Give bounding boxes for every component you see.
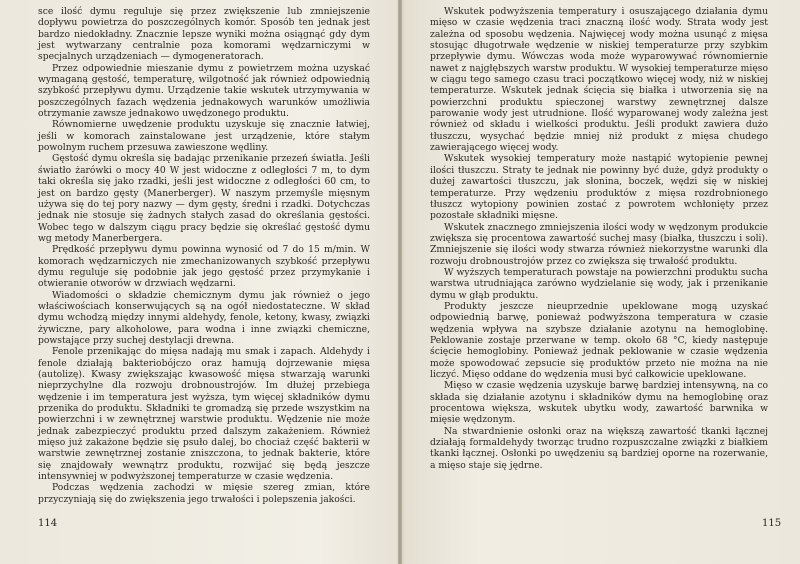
- paragraph: Podczas wędzenia zachodzi w mięsie szereg zmian, które przyczyniają się do zwiększenia jego trwałości i polepszenia jakości.: [38, 482, 370, 505]
- paragraph: Wskutek podwyższenia temperatury i osuszającego działania dymu mięso w czasie wędzenia traci znaczną ilość wody. Strata wody jest zależna od sposobu wędzenia. Najwięcej wody można usunąć z mięsa stosując długotrwałe wędzenie w niskiej temperaturze przy szybkim przepływie dymu. Wówczas woda może wyparowywać równomiernie nawet z najgłębszych warstw produktu. W wysokiej temperaturze mięso w ciągu tego samego czasu traci początkowo więcej wody, niż w niskiej temperaturze. Wskutek jednak ścięcia się białka i utworzenia się na powierzchni produktu spieczonej warstwy zewnętrznej dalsze parowanie wody jest utrudnione. Ilość wyparowanej wody zależna jest również od składu i wielkości produktu. Jeśli produkt zawiera dużo tłuszczu, wysychać będzie mniej niż produkt z mięsa chudego zawierającego więcej wody.: [430, 6, 768, 154]
- paragraph: Fenole przenikając do mięsa nadają mu smak i zapach. Aldehydy i fenole działają bakteriobójczo oraz hamują dojrzewanie mięsa (autolizę). Kwasy zwiększając kwasowość mięsa stwarzają warunki nieprzychylne dla rozwoju drobnoustrojów. Im dłużej przebiega wędzenie i im temperatura jest wyższa, tym więcej składników dymu przenika do produktu. Składniki te gromadzą się przede wszystkim na powierzchni i w zewnętrznej warstwie produktu. Wędzenie nie może jednak zabezpieczyć produktu przed dalszym zakażeniem. Również mięso już zakażone będzie się psuło dalej, bo chociaż część bakterii w warstwie zewnętrznej zostanie zniszczona, to jednak bakterie, które się znajdowały wewnątrz produktu, rozwijać się będą jeszcze intensywniej w podwyższonej temperaturze w czasie wędzenia.: [38, 346, 370, 483]
- page-number: 114: [38, 518, 58, 529]
- paragraph: W wyższych temperaturach powstaje na powierzchni produktu sucha warstwa utrudniająca zarówno wydzielanie się wody, jak i przenikanie dymu w głąb produktu.: [430, 266, 768, 301]
- left-page: [0, 0, 398, 564]
- paragraph: Prędkość przepływu dymu powinna wynosić od 7 do 15 m/min. W komorach wędzarniczych nie zmechanizowanych szybkość przepływu dymu reguluje się podobnie jak jego gęstość przez przymykanie i otwieranie otworów w drzwiach wędzarni.: [38, 244, 370, 290]
- paragraph: Wskutek znacznego zmniejszenia ilości wody w wędzonym produkcie zwiększa się procentowa zawartość suchej masy (białka, tłuszczu i soli). Zmniejszenie się ilości wody stwarza również niekorzystne warunki dla rozwoju drobnoustrojów przez co zwiększa się trwałość produktu.: [430, 221, 768, 267]
- right-page-text: [430, 6, 768, 471]
- paragraph: Na stwardnienie osłonki oraz na większą zawartość tkanki łącznej działają formaldehydy tworząc trudno rozpuszczalne związki z białkiem tkanki łącznej. Osłonki po uwędzeniu są bardziej oporne na rozerwanie, a mięso staje się jędrne.: [430, 425, 768, 471]
- paragraph: Przez odpowiednie mieszanie dymu z powietrzem można uzyskać wymaganą gęstość, temperaturę, wilgotność jak również odpowiednią szybkość przepływu dymu. Urządzenie takie wskutek utrzymywania w poszczególnych fazach wędzenia jednakowych warunków umożliwia otrzymanie zawsze jednakowo uwędzonego produktu.: [38, 62, 370, 120]
- paragraph: Mięso w czasie wędzenia uzyskuje barwę bardziej intensywną, na co składa się działanie azotynu i składników dymu na hemoglobinę oraz procentowa większa, wskutek ubytku wody, zawartość barwnika w mięsie wędzonym.: [430, 380, 768, 426]
- paragraph: Wskutek wysokiej temperatury może nastąpić wytopienie pewnej ilości tłuszczu. Straty te jednak nie powinny być duże, gdyż produkty o dużej zawartości tłuszczu, jak słonina, boczek, wędzi się w niskiej temperaturze. Przy wędzeniu produktów z mięsa rozdrobnionego tłuszcz wytopiony powinien zostać z powrotem wchłonięty przez pozostałe składniki mięsne.: [430, 153, 768, 222]
- paragraph: Gęstość dymu określa się badając przenikanie przezeń światła. Jeśli światło żarówki o mocy 40 W jest widoczne z odległości 7 m, to dym taki określa się jako rzadki, jeśli jest widoczne z odległości 60 cm, to jest on bardzo gęsty (Manerberger). W naszym przemyśle mięsnym używa się do tej pory nazwy — dym gęsty, średni i rzadki. Dotychczas jednak nie stosuje się żadnych stałych zasad do określania gęstości. Wobec tego w dalszym ciągu pracy będzie się określać gęstość dymu wg metody Manerbergera.: [38, 153, 370, 244]
- paragraph: Produkty jeszcze nieuprzednie upeklowane mogą uzyskać odpowiednią barwę, ponieważ podwyższona temperatura w czasie wędzenia wpływa na szybsze działanie azotynu na hemoglobinę. Peklowanie zostaje przerwane w temp. około 68 °C, kiedy następuje ścięcie hemoglobiny. Ponieważ jednak peklowanie w czasie wędzenia może spowodować zepsucie się produktów przeto nie można na nie liczyć. Mięso oddane do wędzenia musi być całkowicie upeklowane.: [430, 300, 768, 380]
- page-number: 115: [762, 518, 782, 529]
- paragraph: Równomierne uwędzenie produktu uzyskuje się znacznie łatwiej, jeśli w komorach zainstalowane jest urządzenie, które stałym powolnym ruchem przesuwa zawieszone wędliny.: [38, 119, 370, 154]
- paragraph: Wiadomości o składzie chemicznym dymu jak również o jego właściwościach konserwujących są na ogół niedostateczne. W skład dymu wchodzą między innymi aldehydy, fenole, ketony, kwasy, związki żywiczne, pary alkoholowe, para wodna i inne związki chemiczne, powstające przy suchej destylacji drewna.: [38, 289, 370, 346]
- left-page-text: [38, 6, 370, 505]
- right-page: [402, 0, 800, 564]
- paragraph: sce ilość dymu reguluje się przez zwiększenie lub zmniejszenie dopływu powietrza do poszczególnych komór. Sposób ten jednak jest bardzo niedokładny. Znacznie lepsze wyniki można osiągnąć gdy dym jest wytwarzany centralnie poza komorami wędzarniczymi w specjalnych urządzeniach — dymogeneratorach.: [38, 6, 370, 63]
